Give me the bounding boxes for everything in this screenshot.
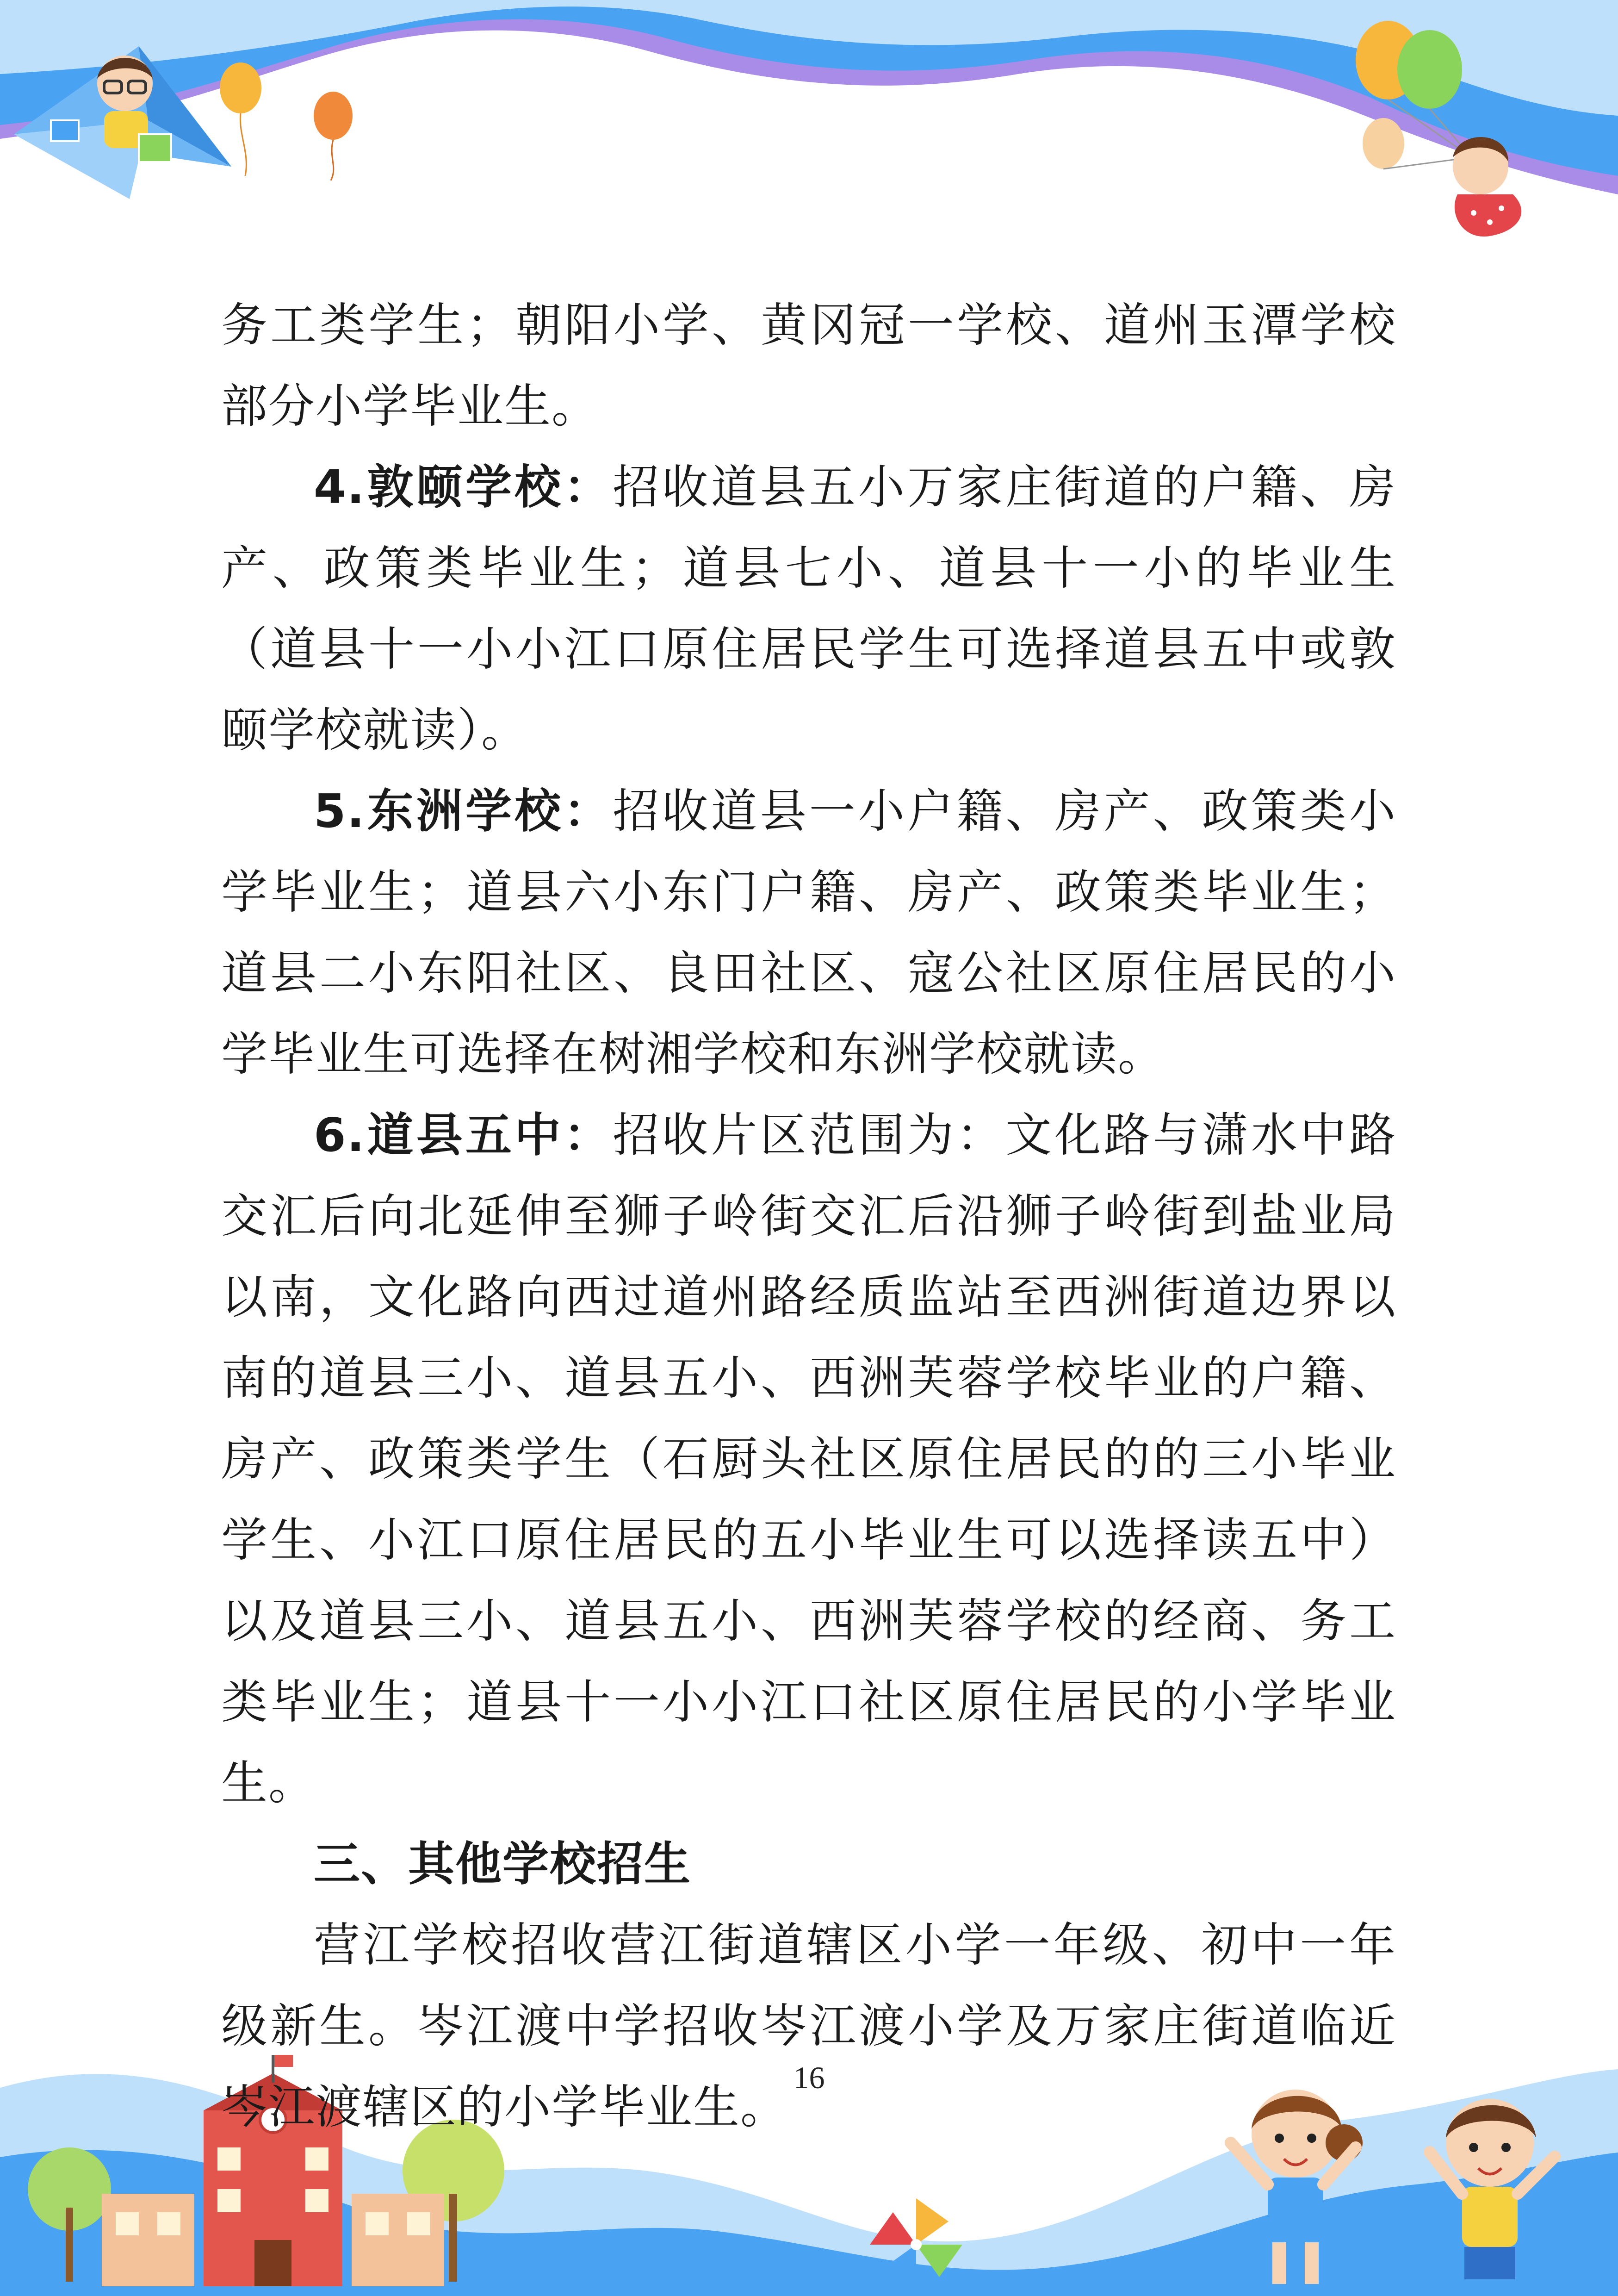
paragraph-dongzhou-school [221,771,1396,1095]
item-text: 招收片区范围为：文化路与潇水中路交汇后向北延伸至狮子岭街交汇后沿狮子岭街到盐业局以南，文化路向西过道州路经质监站至西洲街道边界以南的道县三小、道县五小、西洲芙蓉学校毕业的户籍、房产、政策类学生（石厨头社区原住居民的的三小毕业学生、小江口原住居民的五小毕业生可以选择读五中）以及道县三小、道县五小、西洲芙蓉学校的经商、务工类毕业生；道县十一小小江口社区原住居民的小学毕业生。 [221,1108,1396,1810]
section-heading: 三、其他学校招生 [314,1837,691,1891]
document-body [221,285,1396,2147]
paragraph-daoxian-no5-middle [221,1095,1396,1823]
item-text: 招收道县五小万家庄街道的户籍、房产、政策类毕业生；道县七小、道县十一小的毕业生（道县十一小小江口原住居民学生可选择道县五中或敦颐学校就读）。 [221,460,1396,757]
paragraph-continued: 务工类学生；朝阳小学、黄冈冠一学校、道州玉潭学校部分小学毕业生。 [221,298,1396,433]
paragraph-other-schools: 营江学校招收营江街道辖区小学一年级、初中一年级新生。岑江渡中学招收岑江渡小学及万家庄街道临近岑江渡辖区的小学毕业生。 [221,1918,1396,2134]
item-heading: 5.东洲学校： [314,784,613,838]
pinwheel-icon [856,2194,976,2296]
item-heading: 6.道县五中： [314,1108,613,1162]
item-text: 招收道县一小户籍、房产、政策类小学毕业生；道县六小东门户籍、房产、政策类毕业生；道县二小东阳社区、良田社区、寇公社区原住居民的小学毕业生可选择在树湘学校和东洲学校就读。 [221,784,1396,1081]
item-heading: 4.敦颐学校： [314,460,613,514]
page-number: 16 [793,2060,825,2095]
girl-with-balloons-icon [1342,19,1582,250]
paragraph-dunyi-school [221,447,1396,771]
balloon-icon [213,60,361,180]
